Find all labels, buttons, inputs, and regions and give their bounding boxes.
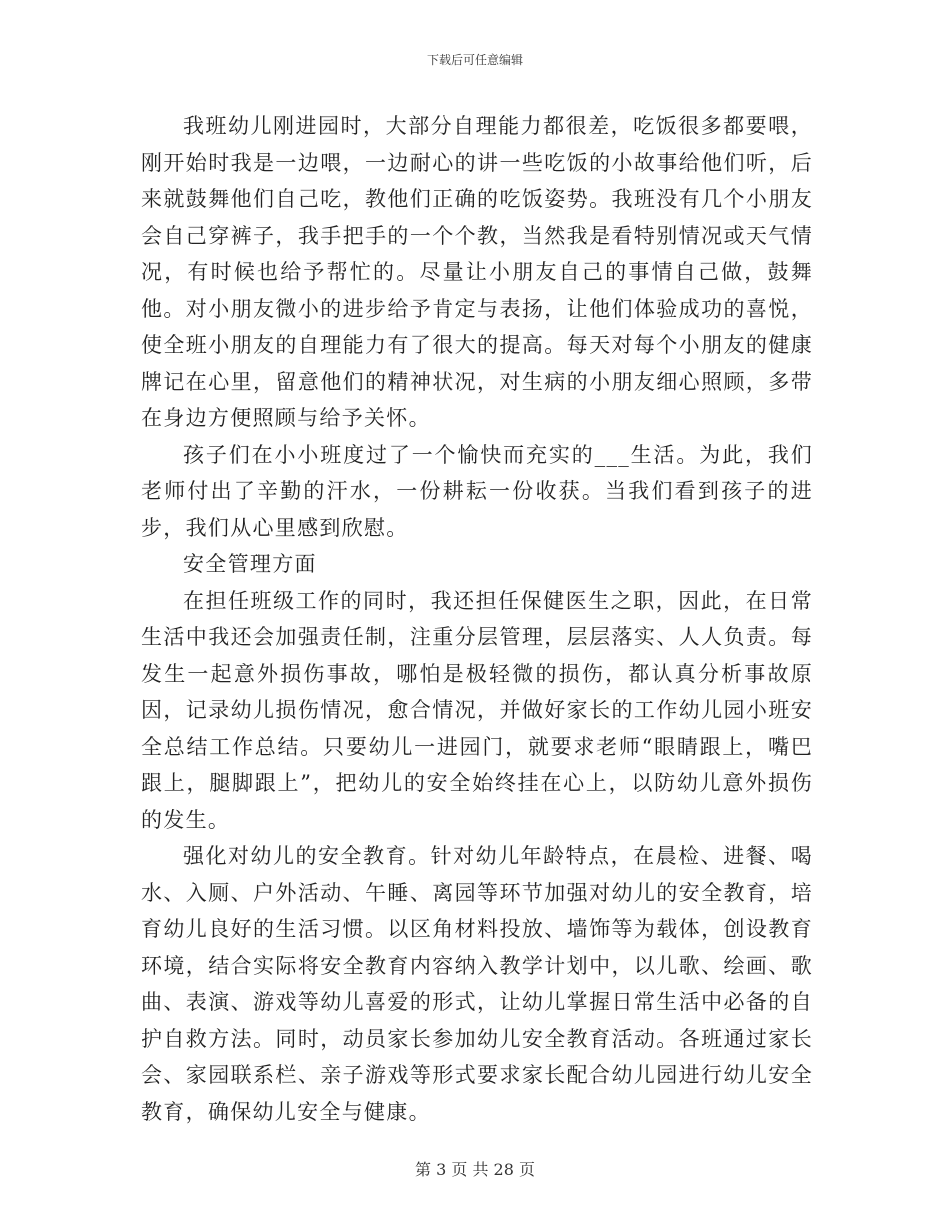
paragraph-safety-education: 强化对幼儿的安全教育。针对幼儿年龄特点，在晨检、进餐、喝水、入厕、户外活动、午睡、离园等环节加强对幼儿的安全教育，培育幼儿良好的生活习惯。以区角材料投放、墙饰等为载体，创设教育环境，结合实际将安全教育内容纳入教学计划中，以儿歌、绘画、歌曲、表演、游戏等幼儿喜爱的形式，让幼儿掌握日常生活中必备的自护自救方法。同时，动员家长参加幼儿安全教育活动。各班通过家长会、家园联系栏、亲子游戏等形式要求家长配合幼儿园进行幼儿安全教育，确保幼儿安全与健康。: [141, 844, 813, 1124]
page-header-note: 下载后可任意编辑: [426, 53, 523, 67]
document-body: [141, 108, 813, 1130]
paragraph-self-care: 我班幼儿刚进园时，大部分自理能力都很差，吃饭很多都要喂，刚开始时我是一边喂，一边耐心的讲一些吃饭的小故事给他们听，后来就鼓舞他们自己吃，教他们正确的吃饭姿势。我班没有几个小朋友会自己穿裤子，我手把手的一个个教，当然我是看特别情况或天气情况，有时候也给予帮忙的。尽量让小朋友自己的事情自己做，鼓舞他。对小朋友微小的进步给予肯定与表扬，让他们体验成功的喜悦，使全班小朋友的自理能力有了很大的提高。每天对每个小朋友的健康牌记在心里，留意他们的精神状况，对生病的小朋友细心照顾，多带在身边方便照顾与给予关怀。: [141, 114, 813, 430]
paragraph-class-summary: 孩子们在小小班度过了一个愉快而充实的___生活。为此，我们老师付出了辛勤的汗水，一份耕耘一份收获。当我们看到孩子的进步，我们从心里感到欣慰。: [141, 442, 813, 540]
paragraph-health-duty: 在担任班级工作的同时，我还担任保健医生之职，因此，在日常生活中我还会加强责任制，注重分层管理，层层落实、人人负责。每发生一起意外损伤事故，哪怕是极轻微的损伤，都认真分析事故原因，记录幼儿损伤情况，愈合情况，并做好家长的工作幼儿园小班安全总结工作总结。只要幼儿一进园门，就要求老师“眼睛跟上，嘴巴跟上，腿脚跟上”，把幼儿的安全始终挂在心上，以防幼儿意外损伤的发生。: [141, 588, 813, 832]
page-number: 第 3 页 共 28 页: [415, 1160, 535, 1179]
section-heading-safety: 安全管理方面: [183, 552, 317, 576]
